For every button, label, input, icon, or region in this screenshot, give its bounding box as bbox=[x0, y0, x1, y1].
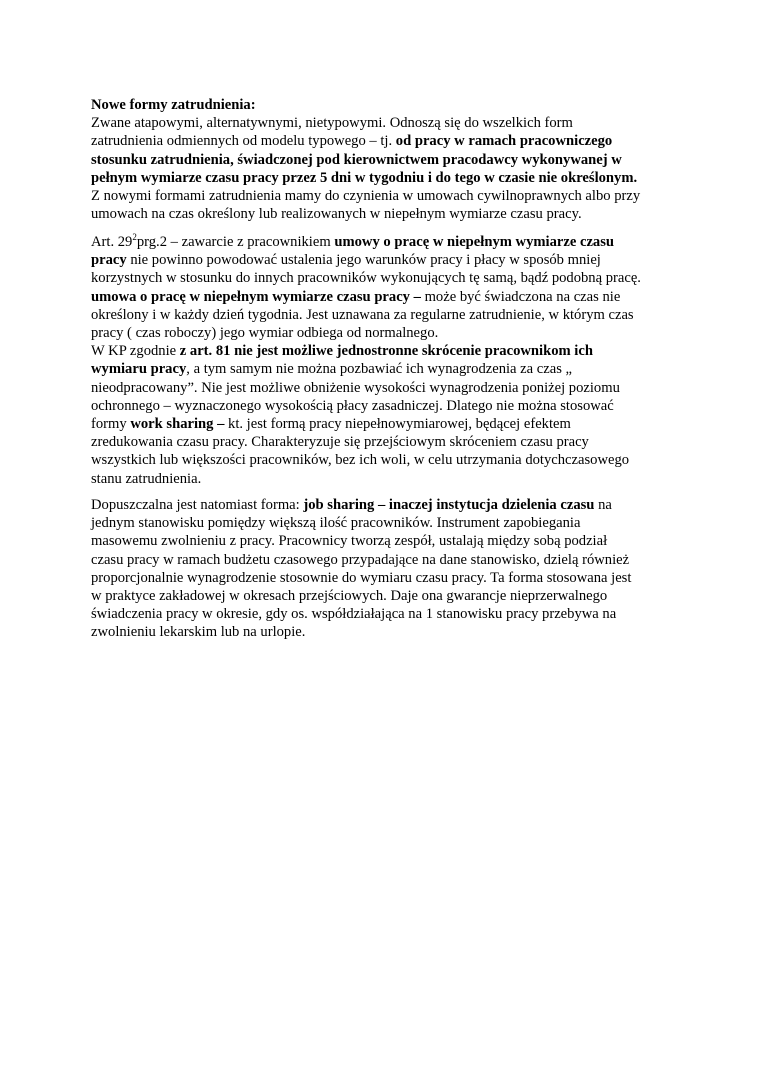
paragraph-line: umowach na czas określony lub realizowanych w niepełnym wymiarze czasu pracy. bbox=[91, 206, 582, 223]
paragraph-line: czasu pracy w ramach budżetu czasowego przypadające na dane stanowisko, dzielą również bbox=[91, 551, 630, 568]
paragraph-line: jednym stanowisku pomiędzy większą ilość pracowników. Instrument zapobiegania bbox=[91, 515, 581, 532]
section-job-sharing bbox=[91, 496, 681, 642]
paragraph-line: masowemu zwolnieniu z pracy. Pracownicy tworzą zespół, ustalają między sobą podział bbox=[91, 533, 608, 550]
paragraph-line: wszystkich lub większości pracowników, bez ich woli, w celu utrzymania dotychczasowego bbox=[91, 452, 630, 469]
paragraph-line: W KP zgodnie z art. 81 nie jest możliwe jednostronne skrócenie pracownikom ich bbox=[91, 343, 593, 360]
paragraph-line: ochronnego – wyznaczonego wysokością płacy zasadniczej. Dlatego nie można stosować bbox=[91, 397, 614, 414]
paragraph-line: proporcjonalnie wynagrodzenie stosownie do wymiaru czasu pracy. Ta forma stosowana jest bbox=[91, 569, 632, 586]
paragraph-line: zatrudnienia odmiennych od modelu typowego – tj. od pracy w ramach pracowniczego bbox=[91, 133, 613, 150]
paragraph-line: pracy ( czas roboczy) jego wymiar odbiega od normalnego. bbox=[91, 325, 439, 342]
paragraph-line: wymiaru pracy, a tym samym nie można pozbawiać ich wynagrodzenia za czas „ bbox=[91, 361, 573, 378]
paragraph-line: pracy nie powinno powodować ustalenia jego warunków pracy i płacy w sposób mniej bbox=[91, 252, 601, 269]
paragraph-line: nieodpracowany”. Nie jest możliwe obniżenie wysokości wynagrodzenia poniżej poziomu bbox=[91, 379, 620, 396]
paragraph-line: świadczenia pracy w okresie, gdy os. współdziałająca na 1 stanowisku pracy przebywa na bbox=[91, 606, 617, 623]
section-part-time-work bbox=[91, 233, 681, 488]
paragraph-line: korzystnych w stosunku do innych pracowników wykonujących tę samą, bądź podobną pracę. bbox=[91, 270, 641, 287]
paragraph-line: pełnym wymiarze czasu pracy przez 5 dni w tygodniu i do tego w czasie nie określonym. bbox=[91, 169, 638, 186]
paragraph-line: Zwane atapowymi, alternatywnymi, nietypowymi. Odnoszą się do wszelkich form bbox=[91, 115, 573, 132]
paragraph-line: stanu zatrudnienia. bbox=[91, 470, 202, 487]
section-new-employment-forms bbox=[91, 96, 681, 223]
paragraph-line: Z nowymi formami zatrudnienia mamy do czynienia w umowach cywilnoprawnych albo przy bbox=[91, 188, 641, 205]
paragraph-line: zredukowania czasu pracy. Charakteryzuje się przejściowym skróceniem czasu pracy bbox=[91, 434, 589, 451]
paragraph-line: stosunku zatrudnienia, świadczonej pod kierownictwem pracodawcy wykonywanej w bbox=[91, 151, 622, 168]
paragraph-line: umowa o pracę w niepełnym wymiarze czasu pracy – może być świadczona na czas nie bbox=[91, 288, 621, 305]
paragraph-line: określony i w każdy dzień tygodnia. Jest uznawana za regularne zatrudnienie, w którym czas bbox=[91, 306, 634, 323]
paragraph-line: w praktyce zakładowej w okresach przejściowych. Daje ona gwarancje nieprzerwalnego bbox=[91, 588, 608, 605]
paragraph-line: formy work sharing – kt. jest formą pracy niepełnowymiarowej, będącej efektem bbox=[91, 416, 571, 433]
section-title: Nowe formy zatrudnienia: bbox=[91, 97, 256, 113]
paragraph-line: zwolnieniu lekarskim lub na urlopie. bbox=[91, 624, 306, 641]
paragraph-line: Art. $29^2prg.2$ – zawarcie z pracownikiem umowy o pracę w niepełnym wymiarze czasu bbox=[91, 232, 615, 250]
paragraph-line: Dopuszczalna jest natomiast forma: job sharing – inaczej instytucja dzielenia czasu na bbox=[91, 497, 612, 513]
